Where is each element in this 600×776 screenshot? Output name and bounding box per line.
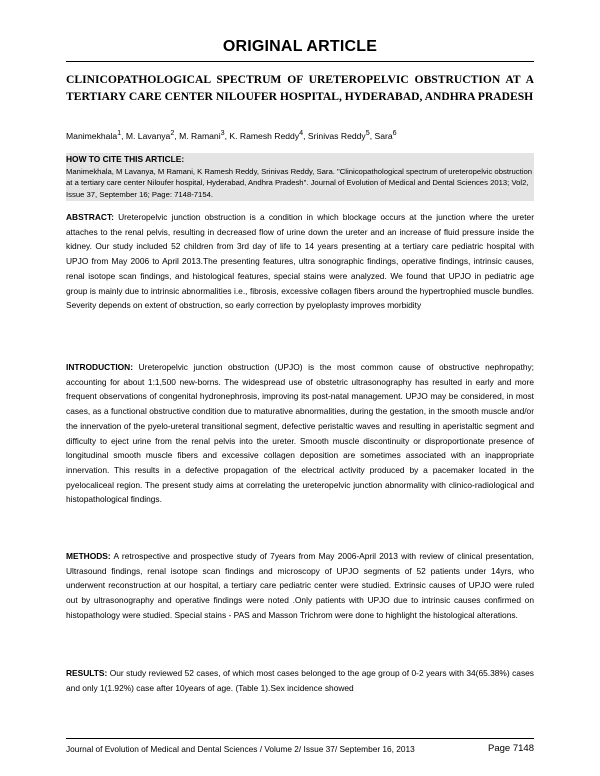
citation-heading: HOW TO CITE THIS ARTICLE: — [66, 154, 185, 164]
section-heading: ORIGINAL ARTICLE — [222, 38, 378, 55]
introduction-paragraph — [66, 360, 534, 507]
author-list: Manimekhala$^1$, M. Lavanya$^2$, M. Ramani$^3$, K. Ramesh Reddy$^4$, Srinivas Reddy$^5$, Sara$^6$ — [66, 129, 397, 141]
journal-citation: Journal of Evolution of Medical and Dental Sciences / Volume 2/ Issue 37/ September 16, 2013 — [66, 744, 415, 754]
author: M. Ramani$^3$ — [179, 129, 225, 141]
citation-text: Manimekhala, M Lavanya, M Ramani, K Ramesh Reddy, Srinivas Reddy, Sara. "Clinicopathological spectrum of ureteropelvic obstruction at a tertiary care center Niloufer hospital, Hyderabad, Andhra Pradesh". Journal of Evolution of Medical and Dental Sciences 2013; Vol2, Issue 37, September 16; Page: 7148-7154. — [66, 167, 533, 199]
abstract-paragraph — [66, 210, 534, 313]
results-text: Our study reviewed 52 cases, of which most cases belonged to the age group of 0-2 years with 34(65.38%) cases and only 1(1.92%) case after 10years of age. (Table 1).Sex incidence showed — [66, 668, 534, 693]
author: Srinivas Reddy$^5$ — [307, 129, 370, 141]
results-paragraph — [66, 666, 534, 695]
methods-paragraph — [66, 549, 534, 623]
header-rule — [66, 61, 534, 62]
abstract-label: ABSTRACT: — [66, 212, 114, 222]
introduction-label: INTRODUCTION: — [66, 362, 133, 372]
author: M. Lavanya$^2$ — [125, 129, 175, 141]
abstract-text: Ureteropelvic junction obstruction is a condition in which blockage occurs at the junction where the ureter attaches to the renal pelvis, resulting in decreased flow of urine down the ureter and an increase of fluid pressure inside the kidney. Our study included 52 children from 3rd day of life to 14 years presenting at a tertiary care pediatric hospital with UPJO from May 2006 to April 2013.The presenting features, ultra sonographic findings, operative findings, intrinsic causes, renal isotope scan findings, and histological features, special stains were analyzed. We found that UPJO in pediatric age group is mainly due to intrinsic abnormalities i.e., fibrosis, excessive collagen fibers around the hypertrophied muscle bundles. Severity depends on extent of obstruction, so early correction by pyeloplasty improves morbidity — [66, 212, 534, 311]
article-title: CLINICOPATHOLOGICAL SPECTRUM OF URETEROPELVIC OBSTRUCTION AT A TERTIARY CARE CENTER NILOUFER HOSPITAL, HYDERABAD, ANDHRA PRADESH — [66, 73, 534, 103]
author: K. Ramesh Reddy$^4$ — [229, 129, 304, 141]
page-footer — [66, 744, 534, 754]
footer-rule — [66, 738, 534, 739]
page-number: Page 7148 — [488, 743, 534, 754]
methods-text: A retrospective and prospective study of 7years from May 2006-April 2013 with review of clinical presentation, Ultrasound findings, renal isotope scan findings and microscopy of UPJO segments of 52 patients under 14yrs, who underwent reconstruction at our hospital, a tertiary care pediatric center were studied. Extrinsic causes of UPJO were ruled out by ultrasonography and operative findings were noted .Only patients with UPJO due to intrinsic causes confirmed on histopathology were studied. Special stains - PAS and Masson Trichrom were done to highlight the histological alterations. — [66, 551, 534, 620]
methods-label: METHODS: — [66, 551, 111, 561]
results-label: RESULTS: — [66, 668, 108, 678]
author: Manimekhala$^1$ — [66, 129, 122, 141]
introduction-text: Ureteropelvic junction obstruction (UPJO) is the most common cause of obstructive nephropathy; accounting for about 1:1,500 new-borns. The widespread use of obstetric ultrasonography has resulted in early and more frequent observations of congenital hydronephrosis, improving its post-natal management. UPJO may be considered, in most cases, as a functional obstructive condition due to maturative abnormalities, during the gestation, in the smooth muscle and/or the innervation of the pyelo-ureteral transitional segment, defective peristaltic waves and resulting in aperistaltic segment and difficulty to eject urine from the renal pelvis into the ureter. Smooth muscle discontinuity or disproportionate presence of longitudinal smooth muscle fibers and excessive collagen deposition are sometimes associated with an inappropriate innervation. This results in a defective propagation of the electrical activity produced by a pacemaker located in the pyelocaliceal region. The present study aims at correlating the ureteropelvic junction abnormality with clinico-radiological and histopathological findings. — [66, 362, 534, 505]
author: Sara$^6$ — [374, 129, 397, 141]
